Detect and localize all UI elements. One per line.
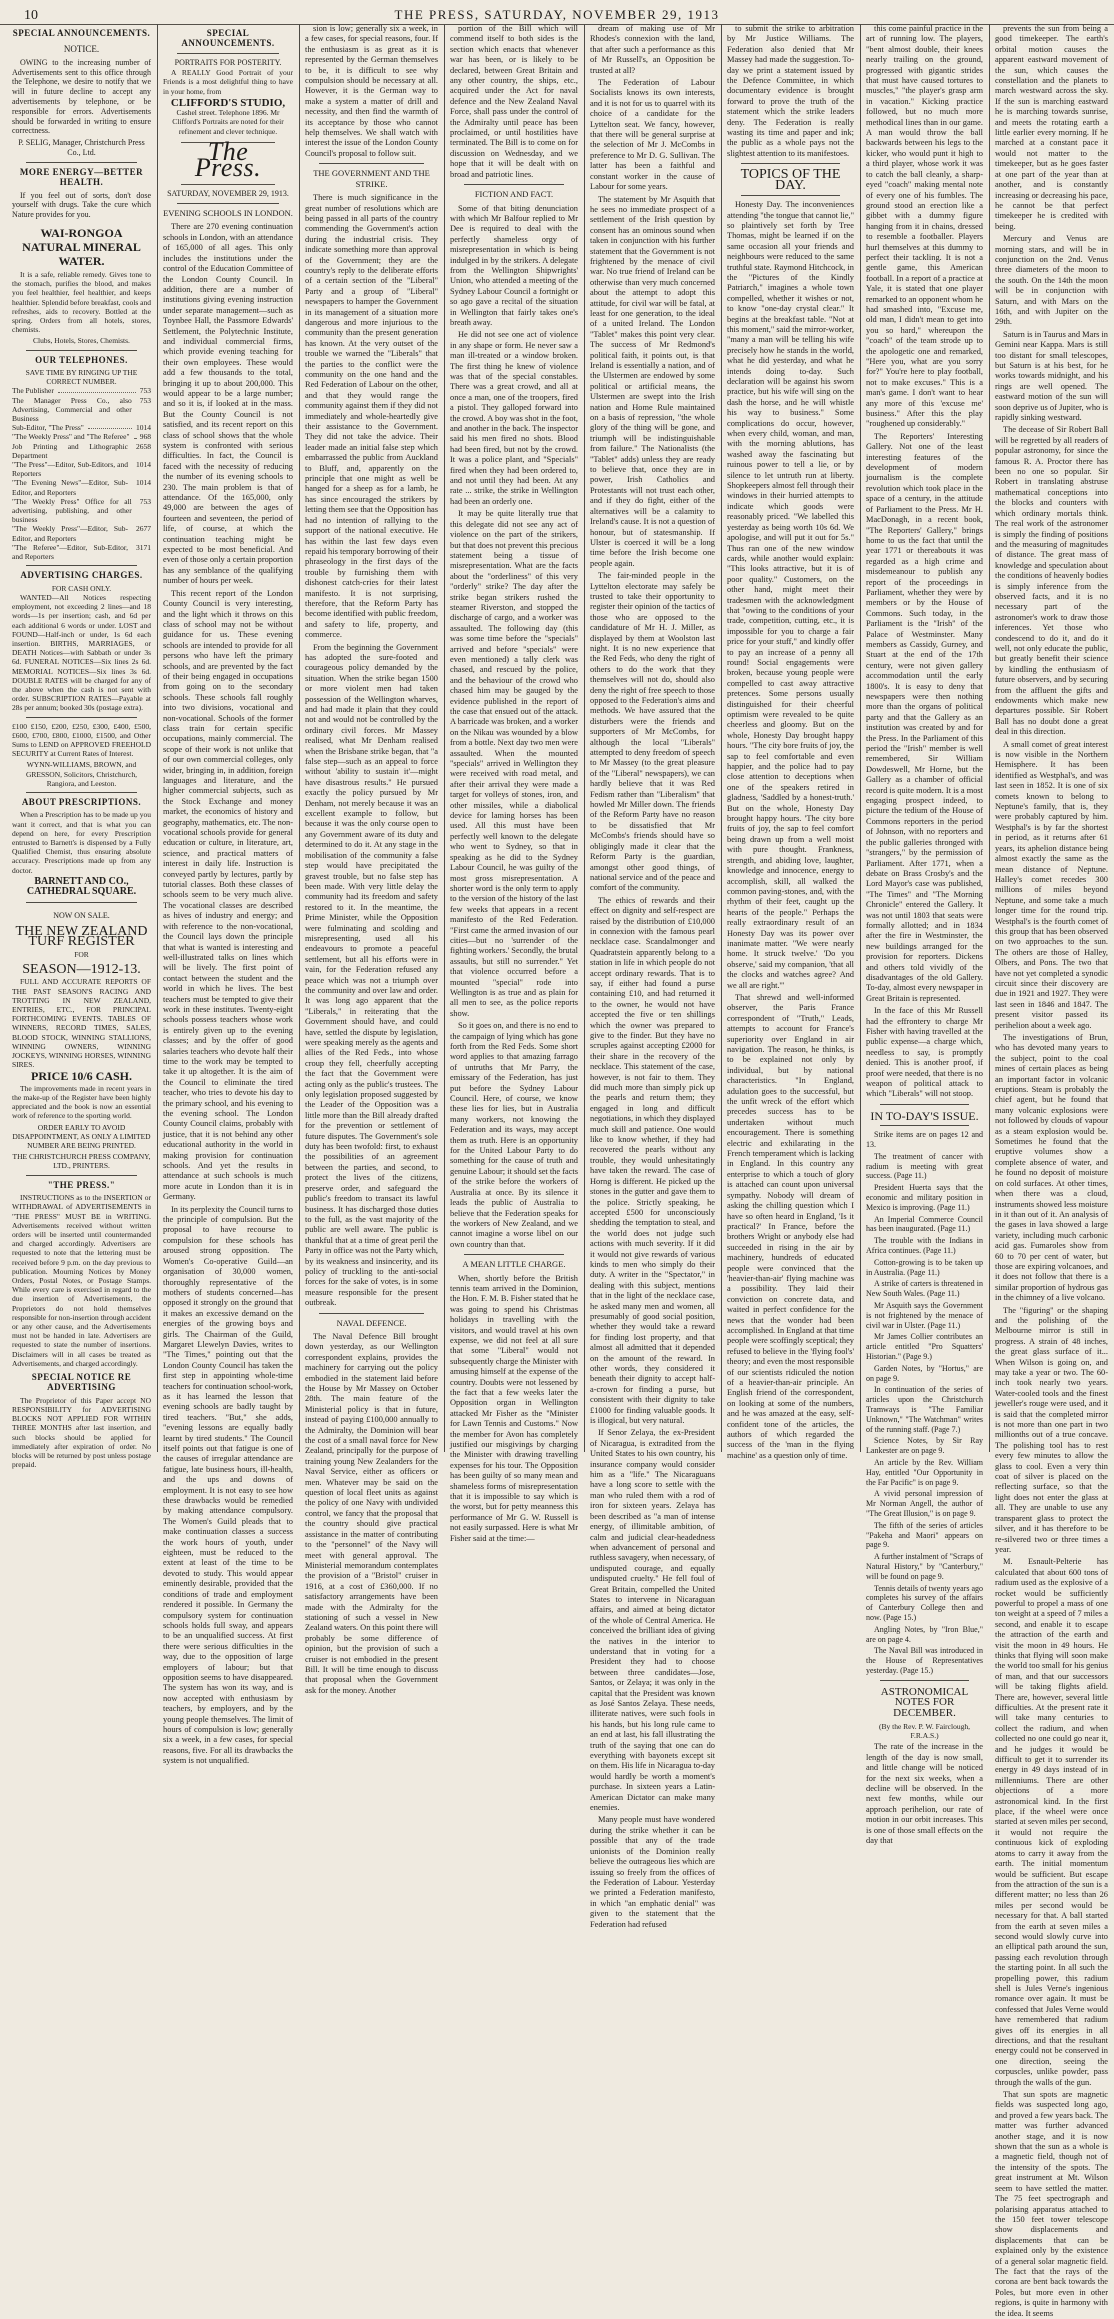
telephone-row (12, 386, 151, 395)
column-rule (989, 24, 990, 1452)
divider (26, 902, 137, 903)
advertising-notice-heading: SPECIAL NOTICE RE ADVERTISING (31, 1371, 132, 1393)
paragraph: to submit the strike to arbitration by Mr Justice Williams. The Federation also denied that Mr Massey had made the suggestion. To-day we print a statement issued by the Defence Committee, in which documentary evidence is brought forward to prove the truth of the statement which the strike leaders deny. The Federation is really wasting its time and paper and ink; the public as a whole pays not the slightest attention to its manifestoes. (727, 24, 854, 158)
leader-dots (134, 432, 136, 438)
paragraph: This recent report of the London County Council is very interesting, and the light which it throws on this class of school may not be without guidance for us. These evening schools are intended to provide for all persons who have left the primary schools, and are prevented by the fact of their being engaged in occupations from going on to the secondary schools. These schools fall roughly into two divisions, vocational and non-vocational. Schools of the former class train for certain specific occupations, mainly commercial. The scope of their work is not unlike that of our own commercial colleges, only wider, bringing in, in addition, foreign languages and literature, and the higher commercial subjects, such as the Stock Exchange and money market, the economics of history and geography, mathematics, etc. The non-vocational schools provide for general education or culture, in literature, art, science, and practical matters of interest in daily life. Instruction is conveyed partly by lectures, partly by tutorial classes. Both these classes of schools seem to be very much alive. The vocational classes are described as hives of industry and energy; and with reference to the non-vocational, the Council lays down the principle that what is wanted is interesting and well-illustrated talks on lines which will be lively. The first point of contact between the student and the world in which he lives. The best teachers must be tempted to give their work in these institutes. Twenty-eight schools possess teachers whose work is entirely given up to the evening classes; and by the offer of good salaries teachers who devote half their time to the work may be tempted to take it up altogether. It is the aim of the Council to eliminate the tired teacher, who tries to devote his day to the primary school, and his evening to the evening school. The London County Council claims, probably with justice, that it is not behind any other educational authority in the world in making provision for continuation schools. And yet the results in attendance at such schools is much more acute in London than it is in Germany. (163, 588, 293, 1202)
government-strike-heading: THE GOVERNMENT AND THE STRIKE. (313, 168, 430, 189)
paragraph: dream of making use of Mr Rhodes's connexion with the land, that after such a performance as this of Mr Russell's, an Opposition be trusted at all? (590, 24, 715, 75)
paragraph: Saturn is in Taurus and Mars in Gemini near Kappa. Mars is still too distant for small telescopes, but Saturn is at his best, for he works towards midnight, and his rings are well opened. The eastward motion of the sun will soon deprive us of Jupiter, who is rapidly sinking westward. (995, 329, 1108, 423)
article-body (450, 204, 578, 1251)
divider (319, 1313, 424, 1314)
paragraph: Cotton-growing is to be taken up in Australia. (Page 11.) (866, 1257, 983, 1277)
column-rule (157, 24, 158, 1452)
paragraph: M. Esnault-Pelterie has calculated that about 600 tons of radium used as the explosive of a rocket would be sufficiently powerful to propel a mass of one ton weight at a speed of 7 miles a second, and enable it to escape the attraction of the earth and visit the moon in 49 hours. He thinks that flying will soon make the world too small for his genius of man, and that our successors will be taking flights afield. There are, however, several little difficulties. At the present rate it will take many centuries to collect the radium, and when collected no one could go near it, and he judges it would be difficult to get it to surrender its energy in 49 days instead of in millenniums. There are other objections of a more astronomical kind. In the first place, if the wheel were once started at seven miles per second, it would not require the continuous kick of exploding atoms to carry it away from the earth. The initial momentum would be sufficient. But escape from the attraction of the sun is a different matter; no less than 26 miles per second would be necessary for that. A ball started from the earth at seven miles a second would slowly curve into an elliptical path around the sun, passing each revolution through the starting point. In all such the propelling power, this radium shell is Jules Verne's ingenious romance over again. It must be confessed that Jules Verne would have remembered that radium gives off its energies in all directions, and that the resultant energy could not be conserved in one direction, seeing the corpuscles, unlike powder, pass through the walls of the gun. (995, 1557, 1108, 2087)
paragraph: Mercury and Venus are morning stars, and will be in conjunction on the 2nd. Venus three diameters of the moon to the south. On the 14th the moon will be in conjunction with Saturn, and with Mars on the 16th, and with Jupiter on the 29th. (995, 234, 1108, 327)
charges-sub: FOR CASH ONLY. (51, 583, 112, 593)
charges-heading: ADVERTISING CHARGES. (20, 570, 143, 581)
special-announcements-heading: SPECIAL ANNOUNCEMENTS. (181, 28, 275, 49)
article-body (163, 222, 293, 1766)
topics-heading: TOPICS OF THE DAY. (740, 167, 841, 193)
paragraph: The decease of Sir Robert Ball will be regretted by all readers of popular astronomy, for since the famous R. A. Proctor there has been no one so popular. Sir Robert in translating abstruse mathematical conceptions into the blocks and counters with which ordinary mortals think. The real work of the astronomer is simply the finding of positions and the measuring of magnitudes of distance. The great mass of knowledge and speculation about the conditions of heavenly bodies is simply inference from the observed facts, and it is no necessary part of the astronomer's work to draw those inferences. Yet those who condescend to do it, and do it well, not only educate the public, but greatly benefit their science by kindling the enthusiasm of future observers, and by securing from the affluent the gifts and endowments which make new departures possible. Sir Robert Ball has no doubt done a great deal in this direction. (995, 425, 1108, 737)
telephone-number: 753 (139, 395, 151, 405)
turf-text: FULL AND ACCURATE REPORTS OF THE PAST SEASON'S RACING AND TROTTING IN NEW ZEALAND, ENTRIES, ETC., FOR PRINCIPAL FORTHCOMING EVENTS. TABLES OF WINNERS, RECORD TIMES, SALES, BLOOD STOCK, WINNING STALLIONS, WINNING OWNERS, WINNING JOCKEYS, WINNING HORSES, WINNING SIRES. (12, 977, 151, 1070)
telephone-row (12, 432, 151, 441)
divider (319, 163, 424, 164)
turf-price: PRICE 10/6 CASH. (30, 1069, 132, 1084)
telephone-number: 753 (139, 386, 151, 396)
telephone-row (12, 460, 151, 478)
paragraph: In its perplexity the Council turns to the principle of compulsion. But the proposal to have recourse to compulsion for these schools has aroused strong opposition. The Women's Co-operative Guild—an organisation of 30,000 women, thoroughly representative of the mothers of students concerned—has opposed it strongly on the ground that it makes an excessive demand on the energies of the growing boys and girls. The Chairman of the Guild, Margaret Llewelyn Davies, writes to "The Times," pointing out that the London County Council has taken the first step in appointing whole-time teachers for continuation school-work, as it has learned the lesson that evening schools are badly taught by tired teachers. "But," she adds, "evening lessons are equally badly learnt by tired students." The Council itself points out that fatigue is one of the causes of irregular attendance are fatigue, late business hours, ill-health, and the ups and downs of employment. It is not easy to see how these drawbacks would be remedied by making attendance compulsory. The Women's Guild pleads that to make continuation classes a success the work hours of youth, under eighteen, must be reduced to the extent at least of the time to be devoted to study. This would appear eminently desirable, provided that the conditions of trade and employment rendered it possible. In Germany the compulsory system for continuation schools holds full sway, and appears to be an unqualified success. At first there were serious difficulties in the way, due to the opposition of large employers of labour; but that opposition seems to have disappeared. The system has won its way, and is now accepted with enthusiasm by teachers, by employers, and by the young people themselves. The limit of hours of compulsion is low; generally six a week, in a few cases, for special reasons, five. For all its drawbacks the system is not unqualified. (163, 1204, 293, 1766)
naval-defence-heading: NAVAL DEFENCE. (336, 1317, 407, 1328)
mineral-water-title: WAI-RONGOA NATURAL MINERAL WATER. (22, 225, 141, 268)
paragraph: A small comet of great interest is now visible in the Northern Hemisphere. It has been identified as Westphal's, and was last seen in 1852. It is one of six comets known to belong to Neptune's family, that is, they were probably captured by him. Westphal's is by far the shortest in period, as it returns after 61 years, its aphelion distance being almost exactly the same as the mean distance of Neptune. Halley's comet recedes 300 millions of miles beyond Neptune, and some take a much longer time for the round trip. Westphal's is the fourth comet of this group that has been observed on two approaches to the sun. The others are those of Halley, Olbers, and Pons. The two that have not yet completed a synodic circuit since their discovery are due in 1921 and 1927. They were last seen in 1846 and 1847. The present visitor passed its perihelion about a week ago. (995, 739, 1108, 1030)
issue-list (866, 1130, 983, 1675)
paragraph: When, shortly before the British tennis team arrived in the Dominion, the Hon. F. M. B. Fisher stated that he was going to spend his Christmas holidays in travelling with the visitors, and would travel at his own expense, we did not feel at all sure that some "Liberal" would not subsequently charge the Minister with amusing himself at the expense of the country. Doubts were not lessened by the fact that a few weeks later the Opposition organ in Wellington attacked Mr Fisher as the "Minister for Lawn Tennis and Customs." Now the member for Avon has completely justified our misgivings by charging the Minister with drawing travelling expenses for his tour. The Opposition has been guilty of so many mean and shameless forms of misrepresentation that it is impossible to say which is the worst, but for petty meanness this performance of Mr G. W. Russell is not easily surpassed. Here is what Mr Fisher said at the time:— (450, 1273, 578, 1543)
column-advertisements (8, 24, 155, 1470)
advertising-notice-text: The Proprietor of this Paper accept NO RESPONSIBILITY for ADVERTISING BLOCKS NOT APPLIED FOR WITHIN THREE MONTHS after last insertion, and such blocks should be applied for immediately after expiration of order. No blocks will be returned by post unless postage prepaid. (12, 1395, 151, 1470)
paragraph: The statement by Mr Asquith that he sees no immediate prospect of a settlement of the Irish question by consent has an ominous sound when taken in conjunction with his further statement that the Government is not frightened by the menace of civil war. No true friend of Ireland can be otherwise than very much concerned about the attempt to adopt this attitude, for civil war will be fatal, at least for one generation, to the ideal of a united Ireland. The London "Tablet" makes this point very clear. The success of Mr Redmond's political faith, it points out, is that Ireland is essentially a nation, and of the Ulstermen are endowed by some political or artificial means, the Ulstermen are swept into the Irish nation and Home Rule maintained on a basis of repression, "the whole glory of the thing will be gone, and triumph will be indistinguishable from failure." The Nationalists (the "Tablet" adds) unless they are ready to believe that, once they are in power, Irish Catholics and Protestants will not trust each other, and if they do fight, either of the alternatives will be a calamity to Ireland's cause. It is not a question of honour, but of statesmanship. If Ulster is coerced it will be a long time before the Irish become one people again. (590, 194, 715, 568)
column-rule (299, 24, 300, 1452)
the-press-text: INSTRUCTIONS as to the INSERTION or WITHDRAWAL of ADVERTISEMENTS in "THE PRESS" MUST BE in WRITING. Advertisements received without written orders will be inserted until countermanded and charged accordingly. Advertisers are requested to note that the lettering must be received before 9 p.m. on the day previous to publication. Mourning Notices by Money Orders, Postal Notes, or Postage Stamps. While every care is exercised in regard to the due insertion of Advertisements, the Proprietors do not hold themselves responsible for non-insertion through accident or any other cause, and the Advertisements must not be handed in late. Advertisers are requested to state the number of insertions. Disclaimers will in all cases be treated as Advertisements, and charged accordingly. (12, 1193, 151, 1368)
telephone-name: "The Referee"—Editor, Sub-Editor, and Reporters (12, 542, 128, 562)
column-topics (723, 24, 858, 1460)
notice-sign: P. SELIG, Manager, Christchurch Press Co., Ltd. (18, 138, 145, 157)
dateline: SATURDAY, NOVEMBER 29, 1913. (167, 188, 289, 198)
paragraph: prevents the sun from being a good timekeeper. The earth's orbital motion causes the apparent eastward movement of the sun, which causes the constellation and the planets to march westward across the sky. If the sun is marching eastward he is marching towards sunrise, and meets the rotating earth a little earlier every morning. If he marched at a constant pace it would not matter to the timekeeper, but as he goes faster at one part of the year than at another, and is constantly increasing or decreasing his pace, he cannot be that perfect timekeeper he is credited with being. (995, 24, 1108, 231)
divider (26, 717, 137, 718)
telephone-number: 968 (139, 432, 151, 442)
newspaper-page (0, 24, 1114, 2318)
paragraph: The investigations of Brun, who has devoted many years to the subject, point to the coal mines of certain places as being an important factor in volcanic eruptions. Steam is probably the chief agent, but he found that many volcanic explosions were not followed by clouds of vapour as a steam explosion would be. Sometimes he found that the eruptive volumes show a complete absence of water, and he found no deposit of moisture on cold surfaces. At other times, when there was a cloud, instruments showed less moisture in it than out of it. An analysis of the gases in lava showed a large variety, including much carbonic acid gas. Fumaroles show from 60 to 70 per cent of water, but those are expiring volcanoes, and it does not follow that there is a similar proportion of hydrous gas in the chimney of a live volcano. (995, 1033, 1108, 1303)
divider (880, 1104, 969, 1105)
column-rule (444, 24, 445, 1452)
column-rule (721, 24, 722, 1452)
the-press-heading: "THE PRESS." (47, 1179, 116, 1190)
telephone-number: 2677 (136, 524, 151, 534)
paragraph: A vivid personal impression of Mr Norman Angell, the author of "The Great Illusion," is on page 9. (866, 1489, 983, 1518)
column-editorial-2 (301, 24, 442, 1695)
column-astronomy (991, 24, 1112, 2318)
telephone-row (12, 423, 151, 432)
article-continued (866, 24, 983, 1100)
page-header (0, 0, 1114, 24)
paragraph: Many people must have wondered during the strike whether it can be possible that any of the trade unionists of the Dominion really believe the outrageous lies which are issuing so freely from the offices of the Federation of Labour. Yesterday we printed a Federation manifesto, in which "an emphatic denial" was given to the statement that the Federation had refused (590, 1815, 715, 1929)
telephones-sub: SAVE TIME BY RINGING UP THE CORRECT NUMBER. (25, 368, 138, 387)
masthead: THE PRESS, SATURDAY, NOVEMBER 29, 1913 (394, 7, 720, 22)
column-rule (584, 24, 585, 1452)
telephone-name: The Manager Press Co., also Advertising, Commercial and other Business (12, 395, 132, 424)
telephone-name: "The Weekly Press"—Editor, Sub-Editor, and Reporters (12, 524, 128, 543)
column-issue-index (862, 24, 987, 1845)
article-continued (727, 24, 854, 159)
leader-dots (58, 386, 136, 392)
paragraph: Angling Notes, by "Iron Blue," are on page 4. (866, 1624, 983, 1644)
divider (26, 1175, 137, 1176)
telephone-name: "The Press"—Editor, Sub-Editors, and Reporters (12, 460, 128, 479)
paragraph: In the face of this Mr Russell had the effrontery to charge Mr Fisher with having travelled at the public expense—a charge which, needless to say, is promptly denied. This is another proof, if proof were needed, that there is no weapon of political attack to which "Liberals" will not stoop. (866, 1006, 983, 1099)
divider (880, 1125, 969, 1126)
turf-firm: THE CHRISTCHURCH PRESS COMPANY, LTD., PRINTERS. (12, 1152, 151, 1171)
column-rule (860, 24, 861, 1452)
turf-order: ORDER EARLY TO AVOID DISAPPOINTMENT, AS ONLY A LIMITED NUMBER ARE BEING PRINTED. (12, 1122, 151, 1151)
paragraph: portion of the Bill which will commend itself to both sides is the section which enacts that whenever war has been, or is likely to be declared, between Great Britain and any other country, the ships, etc., acquired under the Act for naval defence and the New Zealand Naval Force, shall pass under the control of the Admiralty until peace has been proclaimed, or until hostilities have terminated. The Bill is to come on for discussion on Wednesday, and we hope that it will be dealt with on broad and patriotic lines. (450, 24, 578, 179)
divider (464, 184, 564, 185)
paragraph: Mr Asquith says the Government is not frightened by the menace of civil war in Ulster. (Page 11.) (866, 1301, 983, 1330)
telephones-heading: OUR TELEPHONES. (35, 354, 128, 365)
astro-heading: ASTRONOMICAL NOTES FOR DECEMBER. (880, 1685, 969, 1719)
special-announcements-heading: SPECIAL ANNOUNCEMENTS. (12, 28, 151, 38)
telephone-name: The Publisher (12, 386, 54, 396)
studio-name: CLIFFORD'S STUDIO, (170, 96, 286, 109)
portraits-text: A REALLY Good Portrait of your Friends is a most delightful thing to have in your home, from (163, 68, 293, 96)
paragraph: The fifth of the series of articles "Pakeha and Maori" appears on page 9. (866, 1520, 983, 1550)
telephone-name: "The Weekly Press" Office for all advertising, publishing, and other business (12, 496, 132, 525)
column-editorial-4 (586, 24, 719, 1929)
telephone-number: 2658 (136, 441, 151, 451)
column-editorial-3 (446, 24, 582, 1543)
divider (177, 203, 279, 204)
telephone-name: Job Printing and Lithographic Department (12, 441, 128, 460)
paragraph: That shrewd and well-informed observer, the Paris France correspondent of "Truth," Leads, attempts to account for France's superiority over England in air navigation. The reason, he thinks, is to be explained not only by individual, but by national characteristics. "In England, adulation goes to the successful, but the unfit wreck of the effort which precedes success has to be undertaken without much encouragement. There is something electric and exhilarating in the French temperament which is lacking in England. In this country any enterprise to which a touch of glory is attached can count upon universal sympathy. Nobody will dream of asking the chilling question which I have so often heard in England, 'Is it practical?' In France, before the brothers Wright or anybody else had succeeded in rising in the air by machinery, hundreds of educated people were convinced that the 'heavier-than-air' flying machine was a possibility. They laid their conviction on concrete data, and waited in perfect confidence for the news that the wonder had been accomplished. In England at that time people were scoffingly sceptical; they refused to believe in the 'flying fool's' theory; and even the most responsible of our scientists ridiculed the notion of a heavier-than-air principle. An English friend of the correspondent, on looking at some of the numbers, and he was amazed at the easy, self-confident tone of the articles, the authors of which regarded the success of the 'man in the flying machine' as a question only of time. (727, 992, 854, 1460)
astro-byline: (By the Rev. P. W. Fairclough, F.R.A.S.) (879, 1721, 970, 1741)
paragraph: President Huerta says that the economic and military position in Mexico is improving. (Page 11.) (866, 1183, 983, 1212)
paragraph: Honesty Day. The inconveniences attending "the tongue that cannot lie," so plaintively set forth by Tree Thomas, might be learned if on the same occasion all your friends and neighbours were reduced to the same truthful state. Raymond Hitchcock, in the "Pictures of the Kindly Patriarch," imagines a whole town compelled, whether it wishes or not, to know "one-day crystal clear." It begins at the breakfast table. "Not at this moment," said the mirror-worker, "many a man will be telling his wife precisely how he stands in the world, what he did yesterday, and what he intends doing to-day. Such declaration will be against his sworn practice, but his wife will sing on the dash the horse, and he will whistle his way to business." Some complications do occur, however, when every child, woman, and man, with the morning ablutions, has washed away the fascinating but ruinous power to tell a lie, or by silence to let untruth run at liberty. Shopkeepers almost fell through their windows in their hurried attempts to indicate which goods were reasonably priced. "We labelled this yesterday as being worth 10s 6d. We apologise, and will put it out for 5s." Thus ran one of the new window cards, while another would explain: "This looks attractive, but it is of poor quality." Customers, on the other hand, might meet their tradesmen with the acknowledgment that "owing to the conditions of your trade, competition, cutting, etc., it is impossible for you to charge a fair price for your stuff," and kindly offer to pay an increase of a penny all round! Social engagements were broken, because young people were compelled to cast away attractive pretences. Some persons usually distinguished for their cheerful optimism were revealed to be quite cheerless and gloomy. But on the whole, Honesty Day brought happy hours. "The city bore fruits of joy, the sap to feel comfortable and even happier, and the police had to pay close attention to deceptions when one of the speakers retired in gladness, 'Saddled by a honest-truth.' But on the whole, Honesty Day brought happy hours. 'The city bore fruits of joy, the sap to feel comfort being drawn up from a well moist with pure thought. Frankness, strength, and abiding love, laughter, knowledge and innocence, energy to accomplish, skill, all walked the common paving-stones, and, with the rhythm of their feet, caught up the hearts of the people." Perhaps the really extraordinary result of an Honesty Day was its power over inanimate matter. "We were nearly home. It struck twelve.' 'Do you observe,' said my companion, 'that all the clocks and watches agree? And we all are right.'" (727, 200, 854, 990)
telephone-number: 753 (139, 496, 151, 506)
telephone-number: 1014 (136, 478, 151, 488)
astro-text: The rate of the increase in the length of the day is now small, and little change will be noticed for the next six weeks, when a decline will be observed. In the next few months, while our approach perihelion, our rate of motion in our orbit increases. This is one of those small effects on the day that (866, 1742, 983, 1845)
telephone-row (12, 497, 151, 525)
loan-amounts: £100 £150, £200, £250, £300, £400, £500, £600, £700, £800, £1000, £1500, and Other Sums to LEND on APPROVED FREEHOLD SECURITY at Current Rates of Interest. (12, 721, 151, 759)
article-continued (305, 24, 438, 159)
paragraph: The Naval Defence Bill brought down yesterday, as our Wellington correspondent explains, provides the machinery for carrying out the policy embodied in the statement laid before the House by Mr Massey on October 28th. The main feature of the Ministerial policy is that in future, instead of paying £100,000 annually to the Admiralty, the Dominion will bear the cost of a small naval force for New Zealand, principally for the purpose of training young New Zealanders for the Naval Service, either as officers or men. Whatever may be said on the question of local fleet units as against the policy of one Navy with undivided control, we fancy that the proposal that the country should give practical assistance in the matter of contributing to the "personnel" of the Navy will meet with general approval. The Ministerial memorandum contemplates the provision of a "Bristol" cruiser in 1916, at a cost of £360,000. If no satisfactory arrangements have been made with the Admiralty for the stationing of such a vessel in New Zealand waters. On this point there will probably be some difference of opinion, but the provision of such a cruiser is not embodied in the present Bill. It will be time enough to discuss that proposal when the Government ask for the money. Another (305, 1331, 438, 1695)
divider (26, 162, 137, 163)
telephone-name: "The Weekly Press" and "The Referee" (12, 432, 130, 442)
article-body (305, 1332, 438, 1696)
loan-firm: WYNN-WILLIAMS, BROWN, and GRESSON, Solicitors, Christchurch, Rangiora, and Leeston. (25, 760, 138, 788)
paragraph: The fair-minded people in the Lyttelton electorate may safely be trusted to take their opportunity to register their opinion of the tactics of those who are opposed to the candidature of Mr H. J. Miller, as displayed by them at Woolston last night. It is no new experience that the Red Feds, who deny the right of others to do the work that they themselves will not do, should also deny the right of free speech to those opposed to the Federation's aims and methods. We have assured that the disturbers were the friends and supporters of Mr McCombs, for although the local "Liberals" attempted to deny freedom of speech to Mr Massey (to the great pleasure of the "Liberal" newspapers), we can hardly believe that it was Red Fedism rather than "Liberalism" that howled Mr Miller down. The friends of the Reform Party have no reason to be dissatisfied that Mr McCombs's friends should have so obligingly made it clear that the Reform Party is the guardian, amongst other good things, of national service and of the peace and comfort of the community. (590, 571, 715, 893)
mineral-water-sign: Clubs, Hotels, Stores, Chemists. (33, 336, 130, 346)
paragraph: Tennis details of twenty years ago completes his survey of the affairs of Canterbury College then and now. (Page 15.) (866, 1583, 983, 1622)
divider (26, 792, 137, 793)
portraits-heading: PORTRAITS FOR POSTERITY. (174, 57, 282, 67)
paragraph: So it goes on, and there is no end to the campaign of lying which has gone forth from the Red Feds. Some short word applies to that amazing farrago of untruths that Mr Parry, the emissary of the Federation, has just put before the Sydney Labour Council. Here, of course, we know these lies for lies, but in Australia many workers, not knowing the Federation and its ways, may accept them as truth. Here is an opportunity for the United Labour Party to do something for the cause of truth and genuine Labour; it should set the facts of the strike before the workers of Australia at once. By its silence it leads the public of Australia to believe that the Federation speaks for the workers of New Zealand, and we cannot imagine a worse libel on our own country than that. (450, 1021, 578, 1249)
paragraph: There is much significance in the great number of resolutions which are being passed in all parts of the country commending the Government's action during the industrial crisis. They indicate something more than approval of the Government; they are the country's reply to the deliberate efforts of a certain section of the "Liberal" Party and a group of "Liberal" newspapers to hamper the Government in its management of a situation more dangerous and more injurious to the community than the present generation has known. At the very outset of the trouble we warned the "Liberals" that the parties to the conflict were the community on the one hand and the Red Federation of Labour on the other, and that they would range the community against them if they did not immediately and whole-heartedly give their assistance to the Government. They did not take the advice. Their leader made an initial false step which embarrassed the public from Auckland to Bluff, and, apparently on the principle that one might as well be hanged for a sheep as for a lamb, he has since encouraged the strikers by letting them see that the Opposition has had no intention of rallying to the support of the national executive. He has within the last few days even repaid his temporary borrowing of their phraseology in the first days of the trouble by furnishing them with dishonest catch-cries for their latest manifesto. It is not surprising, therefore, that the Reform Party has become identified with public freedom, and safety to life, property, and commerce. (305, 193, 438, 640)
astronomy-body (995, 24, 1108, 2319)
paper-title: The Press. (194, 136, 262, 183)
mean-charge-heading: A MEAN LITTLE CHARGE. (462, 1259, 566, 1270)
paragraph: An article by the Rev. William Hay, entitled "Our Opportunity in the Far Pacific" is on page 9. (866, 1457, 983, 1487)
divider (741, 163, 840, 164)
telephone-row (12, 442, 151, 460)
paragraph: A strike of carters is threatened in New South Wales. (Page 11.) (866, 1279, 983, 1299)
article-heading: EVENING SCHOOLS IN LONDON. (163, 208, 293, 219)
turf-note: The improvements made in recent years in the make-up of the Register have been highly appreciated and the book is now an essential work of reference to the sporting world. (12, 1083, 151, 1121)
paragraph: Strike items are on pages 12 and 13. (866, 1130, 983, 1150)
divider (177, 53, 279, 54)
prescriptions-firm: BARNETT AND CO., CATHEDRAL SQUARE. (26, 875, 137, 898)
paragraph: He did not see one act of violence in any shape or form. He never saw a man ill-treated or a window broken. The first thing he knew of violence was that of the special constables. There was a great crowd, and all at once a man, one of the troopers, fired a pistol. They galloped forward into the crowd. A boy was shot in the foot, and another in the back. The inspector said his men fired no shots. Blood had been fired, but not by the crowd. It was a police plant, and "Specials" fired when they had been ordered to, and not until they had been. At any rate ... strike, the strike in Wellington had been an orderly one. (450, 330, 578, 506)
issue-heading: IN TO-DAY'S ISSUE. (870, 1108, 979, 1123)
turf-register-title: THE NEW ZEALAND TURF REGISTER (15, 924, 148, 950)
article-body (450, 1274, 578, 1545)
prescriptions-text: When a Prescription has to be made up you want it correct, and that is what you can depend on here, for every Prescription entrusted to Barnett's is dispensed by a Fully Qualified Chemist, thus ensuring absolute accuracy. Prescriptions made up from any doctor. (12, 810, 151, 875)
mineral-water-text: It is a safe, reliable remedy. Gives tone to the stomach, purifies the blood, and makes you feel healthier, feel healthier, and keeps healthier. Splendid before breakfast, cools and refreshes, aids to recovery. Bottled at the spring. Orders from all hotels, stores, chemists. (12, 269, 151, 335)
article-continued (450, 24, 578, 180)
divider (741, 195, 840, 196)
telephone-name: "The Evening News"—Editor, Sub-Editor, and Reporters (12, 478, 128, 497)
column-editorial-1 (159, 24, 297, 1766)
charges-text: WANTED—All Notices respecting employment, not exceeding 2 lines—and 18 words—1s per insertion; cash, and 6d per each additional 6 words or under. LOST and FOUND—Half-inch or under, 1s 6d each insertion. BIRTHS, MARRIAGES, or DEATH Notices—with Sabbath or under 3s 6d. FUNERAL NOTICES—Six lines 2s 6d. MEMORIAL NOTICES—Six lines 3s 6d. DOUBLE RATES will be charged for any of the above when the cash is not sent with order. SUBSCRIPTION RATES—Payable at 28s per annum; booked 30s (postage extra). (12, 592, 151, 713)
notice-heading: NOTICE. (63, 44, 100, 55)
divider (26, 350, 137, 351)
paragraph: In continuation of the series of articles upon the Christchurch Tramways is "The Familiar Unknown," "The Watchman" writes of the running staff. (Page 7.) (866, 1385, 983, 1434)
paragraph: this come painful practice in the art of running low. The players, "bent almost double, their knees nearly trailing on the ground, progressed with gigantic strides that must have caused tortures to muscles," "the player's grasp arm in vacation." Kicking practice followed, but no much more methodical lines than in our game. A man would throw the ball backwards between his legs to the kicker, who would punt it high to a third player, whose work it was to catch the ball cleanly, a sharp-eyed "coach" making mental note of every one of his fumbles. The ground stood an erection like a gibbet with a dummy figure hanging from it in chains, dressed to resemble a footballer. Players hurl themselves at this dummy to perfect their tackling. It is not a gentle game, this American football. In a report of a practice at Yale, it is stated that one player remarked to an opponent whom he had smashed into, "Excuse me, old man, I didn't mean to get into you so hard," whereupon the "coach" of the team strode up to the apologetic one and remarked, "Here you, what are you sorry for?" You're here to play football, not to make excuses." This is a man's game. I don't want to hear any more of this 'excuse me' business." After this the play "roughened up considerably." (866, 24, 983, 429)
divider (880, 1680, 969, 1681)
telephone-number: 1014 (136, 460, 151, 470)
page-number: 10 (24, 8, 38, 23)
health-text: If you feel out of sorts, don't dose yourself with drugs. Take the cure which Nature provides for you. (12, 190, 151, 220)
paragraph: If Senor Zelaya, the ex-President of Nicaragua, is extradited from the United States to his own country, his insurance company would consider him as a "life." The Nicaraguans have a long score to settle with the man who ruled them with a rod of iron for sixteen years. Zelaya has been described as "a man of intense energy, of illimitable ambition, of calm and judicial clear-headedness when advancement of personal and ruthless savagery, when necessary, of undisputed courage, and equally undisputed cruelty." He fell foul of Great Britain, compelled the United States to intervene in Nicaraguan affairs, and aimed at being dictator of the whole of Central America. He conceived the brilliant idea of giving the natives in the interior to understand that in voting for a President they had to choose between three candidates—Jose, Santos, or Zelaya; it was only in the capital that the President was known as José Santos Zelaya. These needs, illiterate natives, were such fools in his hands, but his long rule came to an end at last, his fall illustrating the truth of the saying that one can do everything with bayonets except sit on them. His life in Nicaragua to-day would hardly be worth a moment's purchase. In sixteen years a Latin-American Dictator can make many enemies. (590, 1428, 715, 1813)
telephone-list (12, 386, 151, 561)
telephone-row (12, 396, 151, 424)
paragraph: It may be quite literally true that this delegate did not see any act of violence on the part of the strikers, but that does not prevent this precious statement being a tissue of misrepresentation. What are the facts about the "orderliness" of this very "orderly" strike? The day after the strike began strikers rushed the steamer Riverston, and stopped the discharge of cargo, and a worker was assaulted. The following day (this was some time before the "specials" arrived and before "specials" were even mentioned) a tally clerk was chased, and rescued by the police, and the behaviour of the crowd who chased him may be gauged by the evidence published in the report of the case that ensued out of the attack. A barricade was broken, and a worker on the Nikau was wounded by a blow from a bottle. Next day two men were assaulted. When the mounted "specials" arrived in Wellington they were received with road metal, and after their arrival they were made a target for volleys of stones, iron, and other missiles, while a diabolical device for laming horses has been used. All this must have been perfectly well known to the delegate who went to Sydney, so that in speaking as he did to the Sydney Labour Council, he was guilty of the most gross misrepresentation. A shorter word is the only term to apply to the version of the history of the last few weeks that appears in a recent manifesto of the Red Federation. "First came the armed invasion of our cities—but no 'surrender of the fighting workers.' Secondly, the brutal assaults, but still no surrender." Yet that violence occurred before a mounted "special" rode into Wellington is as true and as plain for all men to see, as the police reports show. (450, 509, 578, 1018)
notice-text: OWING to the increasing number of Advertisements sent to this office through the Telephone, we desire to notify that we will in future decline to accept any advertisements by telephone, or be responsible for errors. Advertisements should be forwarded in writing to ensure correctness. (12, 57, 151, 136)
telephone-number: 1014 (136, 423, 151, 433)
topics-body (727, 200, 854, 1461)
paragraph: Mr James Collier contributes an article entitled "Pro Squatters' Historian." (Page 9.) (866, 1332, 983, 1361)
paragraph: There are 270 evening continuation schools in London, with an attendance of 165,000 of all ages. This only includes the institutions under the control of the Education Committee of the London County Council. In addition, there are a number of institutions giving evening instruction under separate management—such as Toynbee Hall, the Passmore Edwards' Settlement, the Polytechnic Institute, and individual commercial firms, which provide evening teaching for their own employees. These would add a few thousands to the total, bringing it up to about 200,000. This would appear to be a large number; and so it is, if looked at in the mass. But the County Council is not satisfied, and its recent report on this class of school shows that the whole system is confronted with serious difficulties. In fact, the Council is faced with the necessity of reducing the number of its evening schools to 230. The main problem is that of attendance. Of the 165,000, only 49,000 are between the ages of fourteen and seventeen, the period of life, of course, at which the continuation teaching might be expected to be most beneficial. And even of those only a certain proportion has any semblance of the qualifying number of hours per week. (163, 222, 293, 586)
turf-season: SEASON—1912-13. (22, 962, 141, 978)
telephone-row (12, 543, 151, 561)
paragraph: The "figuring" or the shaping and the polishing of the Melbourne mirror is still in progress. A strain of 48 inches, the great glass surface of it... When Wilson is going on, and may take a year or two. The 60-inch took nearly two years. Water-cooled tools and the finest jeweller's rouge were used, and it is said that the completed mirror is not more than one part in two millionths out of a true concave. The polishing tool has to rest every few minutes to allow the glass to cool. Even a very thin coat of silver is placed on the reflecting surface, so that the light does not enter the glass at all. They are unable to use any transparent glass to protect the silver, and it has therefore to be re-silvered two or three times a year. (995, 1305, 1108, 1554)
paragraph: The Federation of Labour Socialists knows its own interests, and it is not for us to quarrel with its choice of a candidate for the Lyttelton seat. We fancy, however, that there will be general surprise at the selection of Mr J. McCombs in preference to Mr D. G. Sullivan. The latter has been a faithful and constant worker in the cause of Labour for some years. (590, 78, 715, 192)
telephone-number: 3171 (136, 542, 151, 552)
divider (464, 1254, 564, 1255)
fiction-fact-heading: FICTION AND FACT. (474, 189, 554, 200)
article-body (590, 24, 715, 1930)
studio-address: Cashel street. Telephone 1896. Mr Clifford's Portraits are noted for their refinement and clever technique. (172, 108, 284, 136)
health-heading: MORE ENERGY—BETTER HEALTH. (19, 166, 144, 188)
leader-dots (88, 423, 132, 429)
paragraph: The trouble with the Indians in Africa continues. (Page 11.) (866, 1236, 983, 1256)
paragraph: Garden Notes, by "Hortus," are on page 9. (866, 1363, 983, 1383)
paragraph: The Reporters' Interesting Gallery. Not one of the least interesting features of the development of modern journalism is the complete revolution which took place in the space of a century, in the attitude of Parliament to the Press. Mr H. MacDonagh, in a recent book, "The Reporters' Gallery," brings home to us the fact that until the year 1771 or thereabouts it was regarded as a high crime and misdemeanour to publish any report of the proceedings in Parliament, whether they were by members or by the House of Commons. Such today, in the Parliament is the "Irish" of the Palace of Westminster. Many members as Cassidy, Gurney, and Stuart at the end of the 17th century, were not given gallery accommodation until the early 1800's. It is easy to deny that newspapers were then nothing more than the organs of political party and that the Gallery as an institution was created by and for the Press. In the Parliament of this period the "Irish" member is well remembered, Sir William Dowdeswell, Mr Horne, but the Gallery as a chamber of official record is quite modern. It is a most engaging prospect indeed, to picture the tedium of the House of Commons reporters in the period of Johnson, with no reporters and the public galleries thronged with "strangers," by the permission of Parliament. After 1771, when a debate on Brass Crosby's and the Lord Mayor's case was published, "The Times" and "The Morning Chronicle" entered the Gallery. It was not until 1803 that seats were formally allotted; and in 1834 after the fire in Westminster, the new buildings arranged for the provision for reporters. Dickens and others told vividly of the disadvantages of the old Gallery. To-day, almost every newspaper in Great Britain is represented. (866, 431, 983, 1003)
telephone-name: Sub-Editor, "The Press" (12, 423, 84, 433)
telephone-row (12, 478, 151, 496)
paragraph: That sun spots are magnetic fields was suspected long ago, and proved a few years back. The matter was further advanced another stage, and it is now shown that the sun as a whole is a magnetic field, though not of the intensity of the spots. The great instrument at Mt. Wilson seem to have settled the matter. The 75 feet spectrograph and polarising apparatus attached to the 150 feet tower telescope show displacements and displacements that can be explained only by the existence of a general solar magnetic field. The fact that the rays of the corona are bent back towards the Poles, but more even in other regions, is quite in harmony with the idea. It seems (995, 2090, 1108, 2318)
turf-for: FOR (74, 949, 89, 959)
article-body (305, 193, 438, 1308)
prescriptions-heading: ABOUT PRESCRIPTIONS. (21, 796, 142, 807)
telephone-row (12, 524, 151, 542)
paper-title-box (181, 136, 275, 185)
on-sale-heading: NOW ON SALE. (53, 910, 110, 920)
paragraph: An Imperial Commerce Council has been inaugurated. (Page 11.) (866, 1214, 983, 1234)
paragraph: Some of that biting denunciation with which Mr Balfour replied to Mr Dee is required to deal with the perfectly shameless orgy of misrepresentation in which is being indulged in by the strikers. A delegate from the Wellington Shipwrights' Union, who attended a meeting of the Sydney Labour Council a fortnight or so ago gave a recital of the situation in Wellington that fairly takes one's breath away. (450, 203, 578, 327)
paragraph: sion is low; generally six a week, in a few cases, for special reasons, four. If the enthusiasm is as great as it is represented by the German themselves to be, it is difficult to see why compulsion should be necessary at all. However, it is the German way to make a system a matter of drill and necessity, and then find the warmth of its acceptance by those who cannot help themselves. We shall watch with interest the issue of the London County Council's proposal to follow suit. (305, 24, 438, 158)
paragraph: From the beginning the Government has adopted the sure-footed and courageous policy demanded by the situation. When the strike began 1500 or more violent men had taken possession of the Wellington wharves, and had made it plain that they could not and would not be controlled by the ordinary civil forces. Mr Massey realised, what Mr Denham realised when the Brisbane strike began, that "a false step—such as an appeal to force without 'ability to sustain it'—might have disastrous results." He pursued exactly the policy pursued by Mr Denham, not merely because it was an excellent example to follow, but because it was the only course open to any Government aware of its duty and determined to do it. At any stage in the mobilisation of the community a false step would have precipitated the gravest trouble, but no false step has been made. With very little delay the community had its freedom and safety restored to it. In the meantime, the Prime Minister, while the Opposition were fulminating and scolding and misrepresenting, used all his endeavours to promote a peaceful settlement, but all his efforts were in vain, for the Federation refused any peace which was not a triumph over the community and over law and order. It was long ago apparent that the "Liberals," in reiterating that the Government should have, and could have, settled the dispute by legislation, were speaking merely as the agents and allies of the Red Feds., into whose croup they fell, cheerfully accepting the fact that the Government were acting only as the public's trustees. The only legislation proposed suggested by the Leader of the Opposition was a little more than the Bill already drafted for the prevention or settlement of future disputes. The Government's sole duty has been twofold: first, to exhaust the possibilities of an agreement between the parties, and second, to protect the lives of the citizens, preserve order, and safeguard the public's freedom to transact its lawful business. It has discharged those duties to the full, as the vast majority of the public are well aware. The public is thankful that at a time of great peril the Party in office was not the Party which, by its weakness and insincerity, and its policy of truckling to the anti-social forces for the sake of votes, is in some measure responsible for the present outbreak. (305, 642, 438, 1308)
divider (26, 565, 137, 566)
paragraph: A further instalment of "Scraps of Natural History," by "Canterbury," will be found on page 9. (866, 1552, 983, 1581)
paragraph: Science Notes, by Sir Ray Lankester are on page 9. (866, 1436, 983, 1456)
paragraph: The Naval Bill was introduced in the House of Representatives yesterday. (Page 15.) (866, 1646, 983, 1675)
paragraph: The ethics of rewards and their effect on dignity and self-respect are raised by the distribution of £10,000 in connexion with the famous pearl necklace case. Scandalmonger and Quadratstein apparently belong to a station in life in which people do not accept ordinary rewards. That is to say, if either had found a purse containing £10, and had returned it to the owner, he would not have accepted the five or ten shillings which the owner was prepared to give to the finder. But they have no scruples against accepting £2000 for their share in the recovery of the necklace. This statement of the case, however, is not fair to them. They did much more than simply pick up the pearls and return them; they engaged in long and difficult negotiations, in which they displayed much skill and patience. One would like to know whether, if they had recovered the pearls without any trouble, they would unhesitatingly have taken the reward. The case of Horng is different. He picked up the stones in the gutter and gave them to the police. Strictly speaking, he accepted £500 for unconsciously shedding the temptation to steal, and the world does not judge such actions with much severity. If it did it would not give rewards of various kinds to men who simply do their duty. A writer in the "Spectator," in dealing with this subject, mentions that in the light of the necklace case, he asked many men and women, all presumably of good social position, whether they would take a reward for finding lost property, and that almost all admitted that it depended on the amount of the reward. In other words, they considered it beneath their dignity to accept half-a-crown for finding a purse, but consistent with their dignity to take £1000 for finding valuable goods. It is illogical, but very natural. (590, 895, 715, 1426)
paragraph: The treatment of cancer with radium is meeting with great success. (Page 11.) (866, 1151, 983, 1181)
